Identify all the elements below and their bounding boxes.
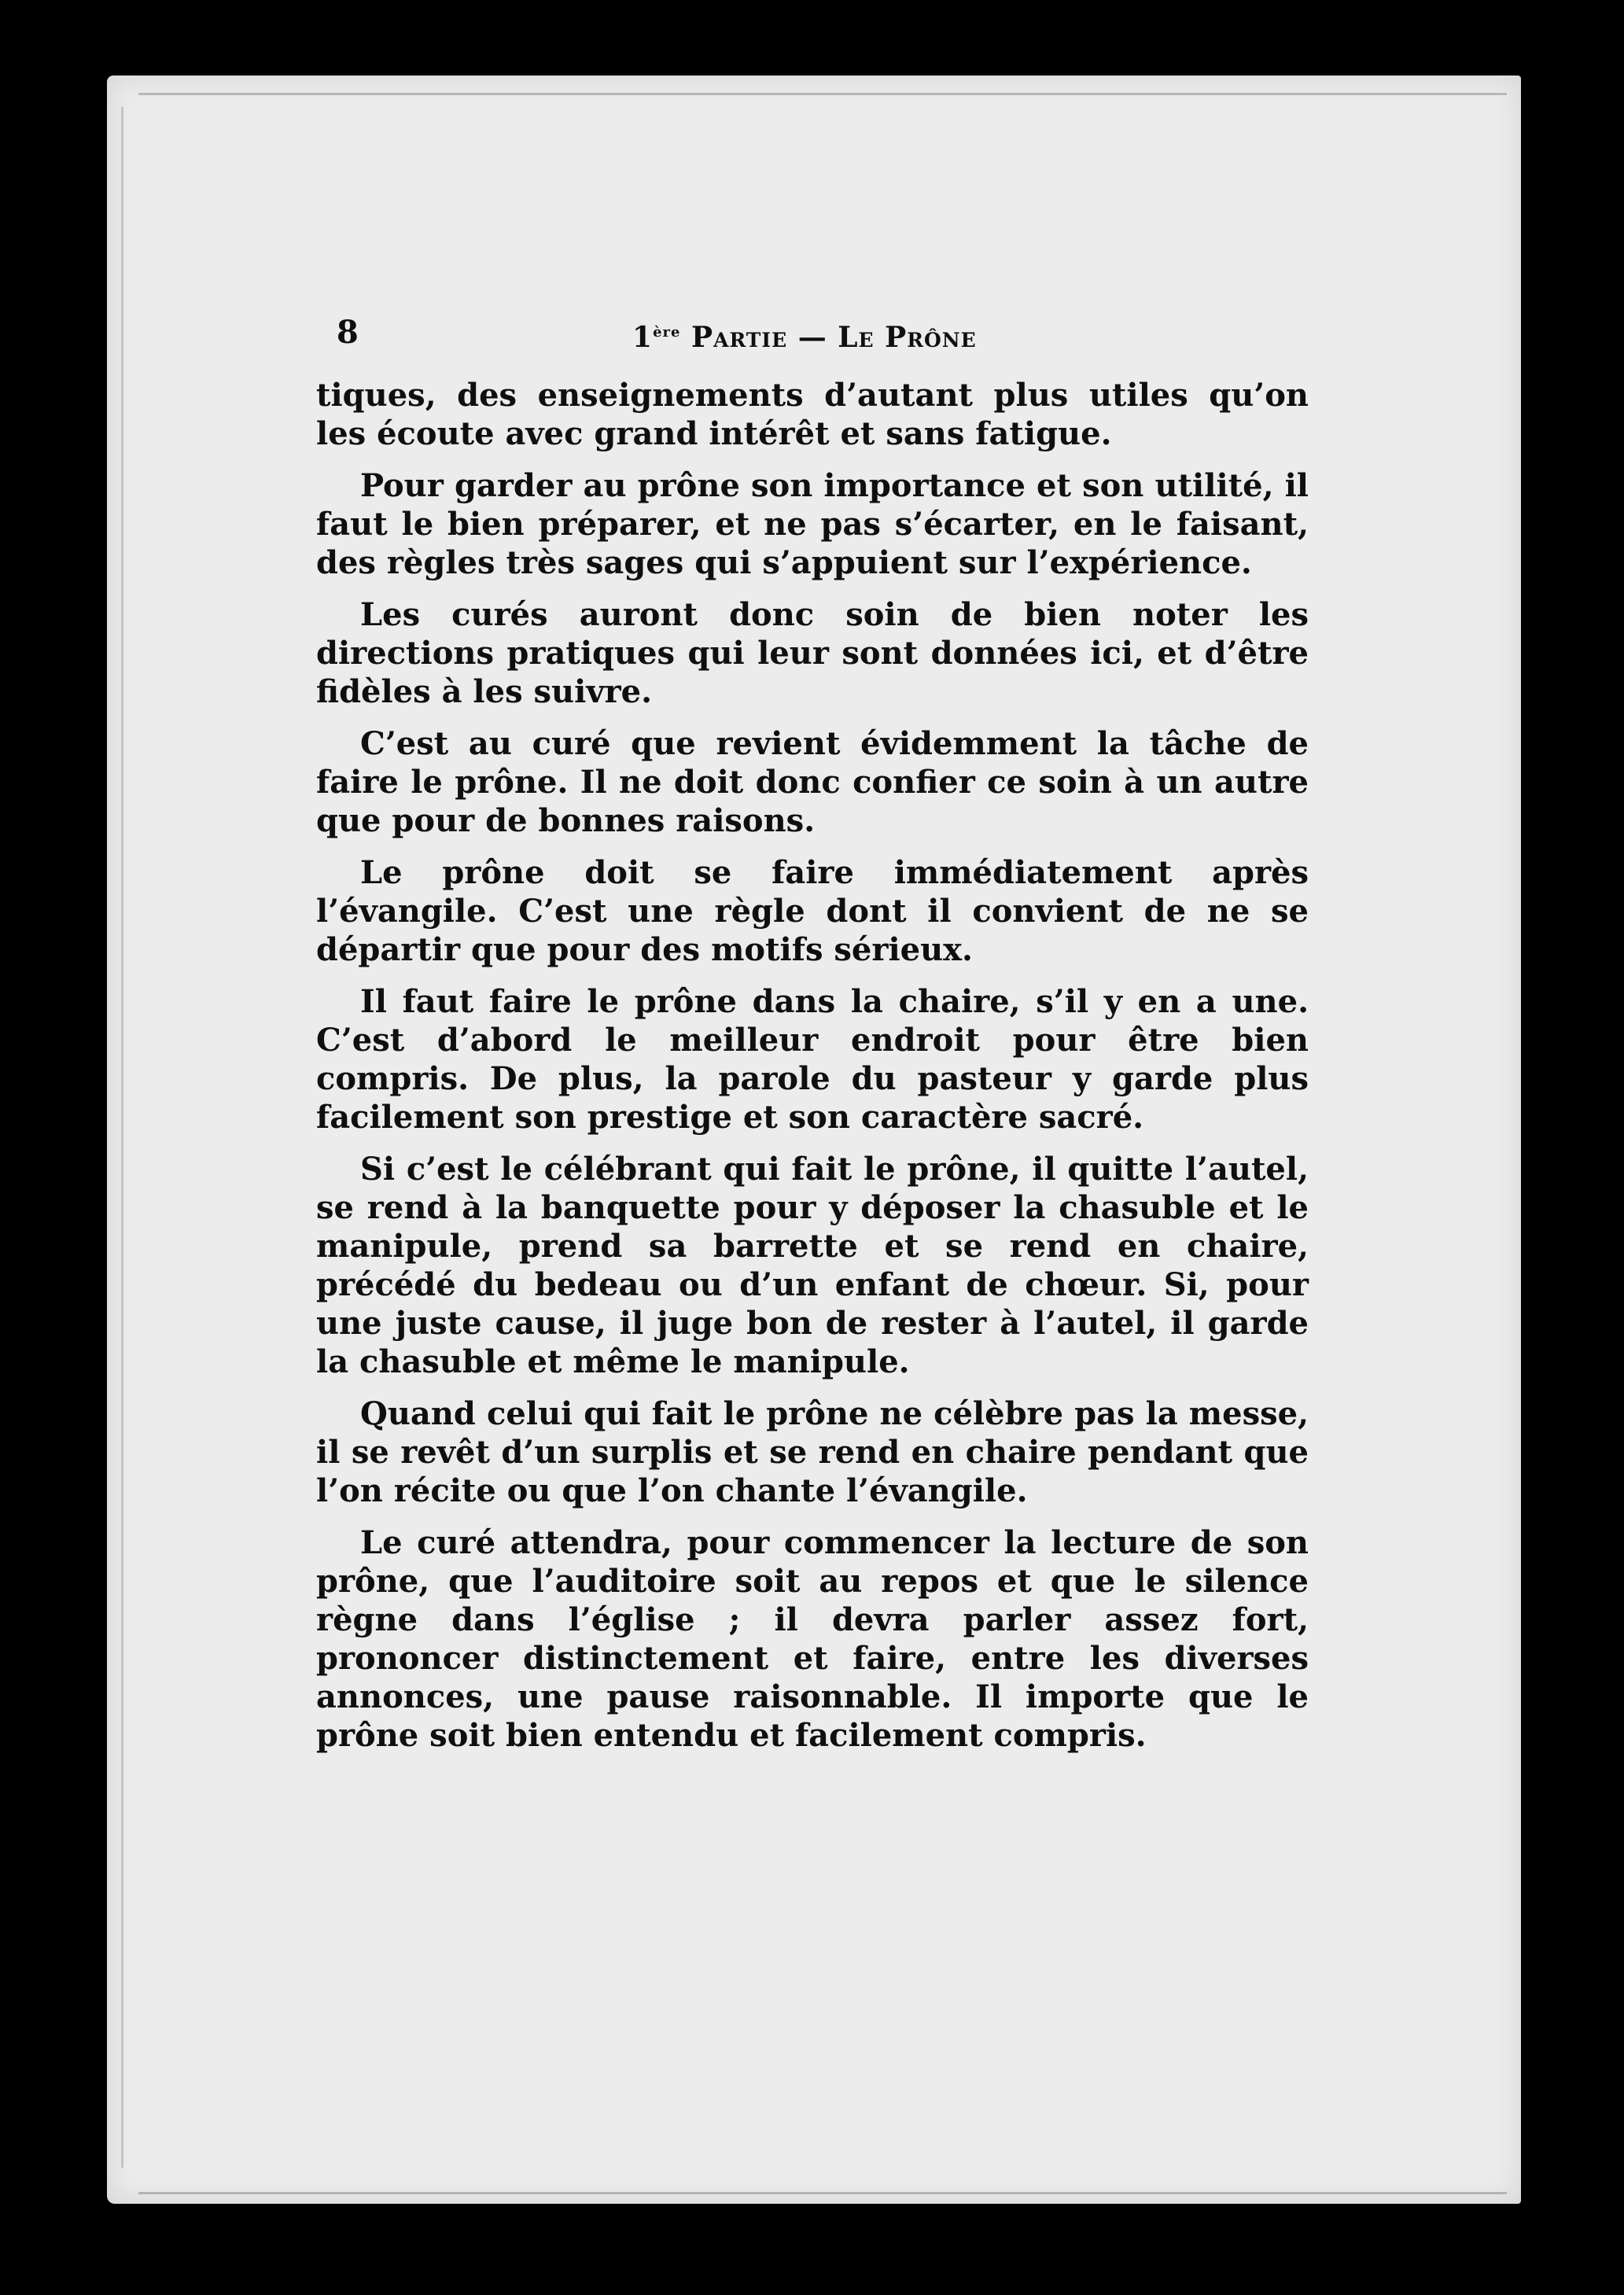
running-head — [316, 313, 1309, 352]
paragraph: Il faut faire le prône dans la chaire, s’il y en a une. C’est d’abord le meilleur endroit pour être bien compris. De plus, la parole du pasteur y garde plus facilement son prestige et son caractère sacré. — [316, 983, 1309, 1136]
running-title-text: Partie — Le Prône — [691, 321, 977, 354]
page-edge — [138, 2192, 1507, 2194]
paragraph: Le prône doit se faire immédiatement après l’évangile. C’est une règle dont il convient de ne se départir que pour des motifs sérieux. — [316, 854, 1309, 968]
paragraph: tiques, des enseignements d’autant plus utiles qu’on les écoute avec grand intérêt et sans fatigue. — [316, 377, 1309, 452]
paragraph: C’est au curé que revient évidemment la tâche de faire le prône. Il ne doit donc confier ce soin à un autre que pour de bonnes raisons. — [316, 725, 1309, 839]
paragraph: Le curé attendra, pour commencer la lecture de son prône, que l’auditoire soit au repos et que le silence règne dans l’église ; il devra parler assez fort, prononcer distinctement et faire, entre les diverses annonces, une pause raisonnable. Il importe que le prône soit bien entendu et facilement compris. — [316, 1524, 1309, 1754]
page-content — [316, 313, 1309, 1768]
page-number: 8 — [337, 314, 359, 351]
part-number: 1 — [632, 321, 654, 354]
running-title — [632, 313, 977, 357]
paragraph: Si c’est le célébrant qui fait le prône, il quitte l’autel, se rend à la banquette pour y déposer la chasuble et le manipule, prend sa barrette et se rend en chaire, précédé du bedeau ou d’un enfant de chœur. Si, pour une juste cause, il juge bon de rester à l’autel, il garde la chasuble et même le manipule. — [316, 1151, 1309, 1380]
paragraph: Quand celui qui fait le prône ne célèbre pas la messe, il se revêt d’un surplis et se rend en chaire pendant que l’on récite ou que l’on chante l’évangile. — [316, 1395, 1309, 1509]
part-superscript: ère — [653, 324, 681, 341]
page-edge — [121, 107, 123, 2168]
paragraph: Pour garder au prône son importance et son utilité, il faut le bien préparer, et ne pas s’écarter, en le faisant, des règles très sages qui s’appuient sur l’expérience. — [316, 467, 1309, 581]
paragraph: Les curés auront donc soin de bien noter les directions pratiques qui leur sont données ici, et d’être fidèles à les suivre. — [316, 596, 1309, 710]
page-edge — [138, 93, 1507, 95]
